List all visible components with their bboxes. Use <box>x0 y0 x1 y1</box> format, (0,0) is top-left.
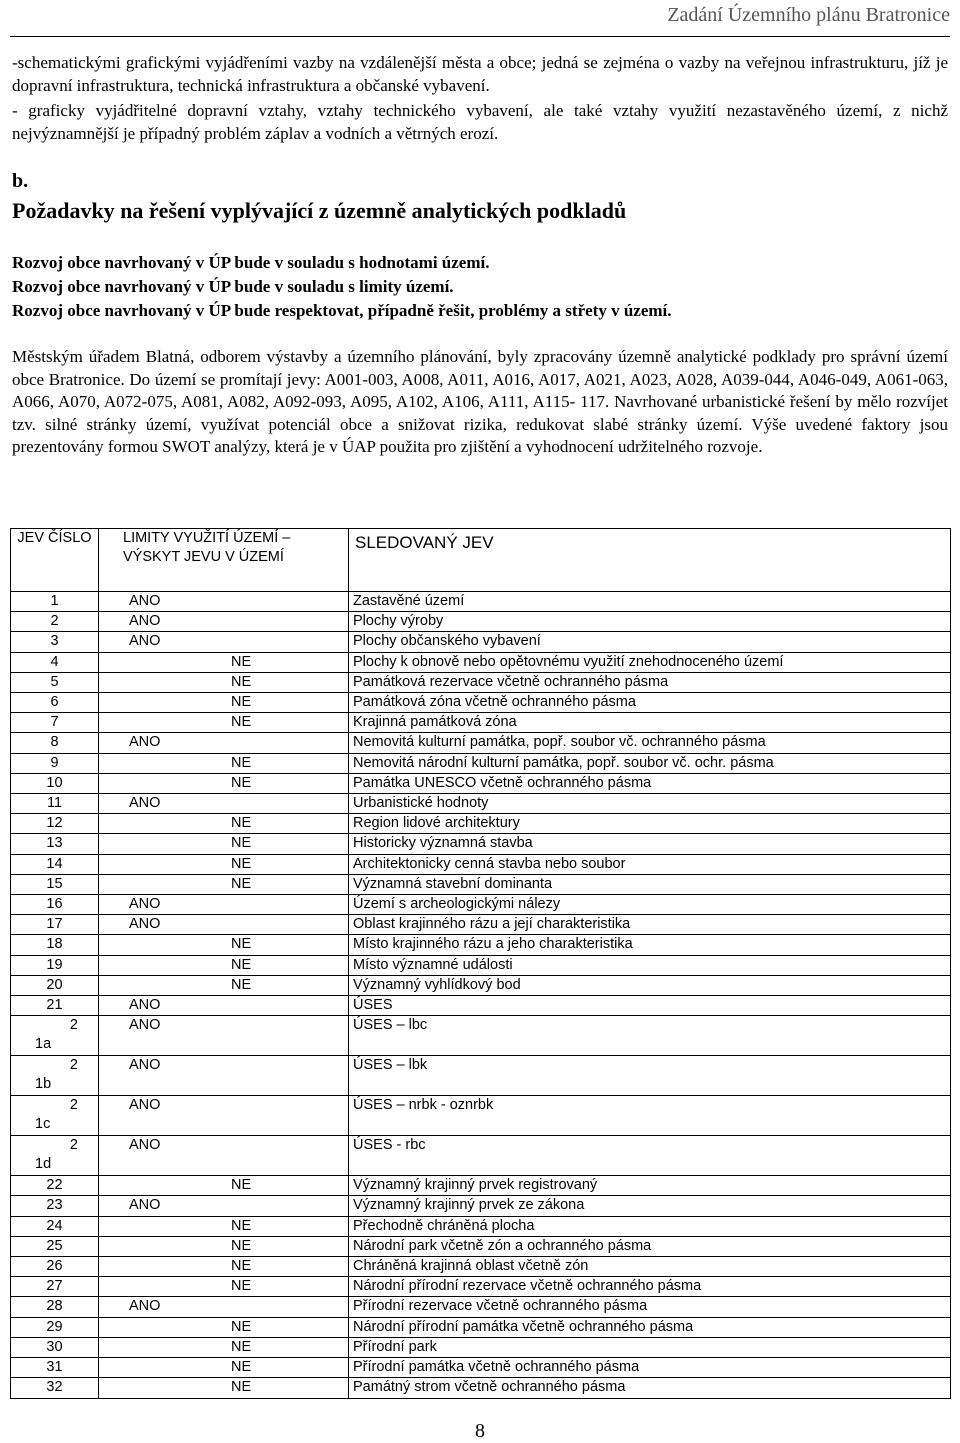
phenomenon-number-part: 2 <box>69 1057 78 1074</box>
phenomenon-name: Přírodní památka včetně ochranného pásma <box>349 1358 951 1378</box>
phenomenon-name: ÚSES - rbc <box>349 1136 951 1176</box>
table-row <box>11 652 951 672</box>
phenomenon-name: Místo významné události <box>349 955 951 975</box>
table-row <box>11 1016 951 1056</box>
phenomenon-number: 23 <box>11 1196 99 1216</box>
intro-paragraph-2: - graficky vyjádřitelné dopravní vztahy, vztahy technického vybavení, ale také vztahy využití nezastavěného území, z nichž nejvýznamnější je případný problém záplav a vodních a větrných erozí. <box>12 101 948 143</box>
section-heading: Požadavky na řešení vyplývající z územně analytických podkladů <box>12 198 627 223</box>
limit-usage-cell: NE <box>99 1277 349 1297</box>
phenomenon-number: 26 <box>11 1257 99 1277</box>
phenomenon-number: 18 <box>11 935 99 955</box>
limit-usage-cell: NE <box>99 1216 349 1236</box>
phenomenon-number: 31 <box>11 1358 99 1378</box>
limit-usage-cell: NE <box>99 834 349 854</box>
table-row <box>11 1317 951 1337</box>
table-row <box>11 1096 951 1136</box>
phenomenon-name: Chráněná krajinná oblast včetně zón <box>349 1257 951 1277</box>
phenomenon-number: 7 <box>11 713 99 733</box>
table-header-row <box>11 529 951 592</box>
table-row <box>11 1297 951 1317</box>
phenomenon-number: 29 <box>11 1317 99 1337</box>
phenomenon-name: Krajinná památková zóna <box>349 713 951 733</box>
phenomenon-name: Přírodní park <box>349 1337 951 1357</box>
phenomenon-number: 4 <box>11 652 99 672</box>
table-row <box>11 854 951 874</box>
limit-usage-cell: NE <box>99 814 349 834</box>
phenomenon-number: 30 <box>11 1337 99 1357</box>
phenomenon-name: Zastavěné území <box>349 592 951 612</box>
phenomenon-number-part: 2 <box>69 1097 78 1114</box>
table-row <box>11 996 951 1016</box>
phenomenon-name: ÚSES – lbk <box>349 1056 951 1096</box>
phenomenon-number: 16 <box>11 895 99 915</box>
limit-usage-cell: NE <box>99 1317 349 1337</box>
table-row <box>11 1176 951 1196</box>
phenomenon-name: Přírodní rezervace včetně ochranného pásma <box>349 1297 951 1317</box>
phenomenon-number: 13 <box>11 834 99 854</box>
phenomenon-name: Území s archeologickými nálezy <box>349 895 951 915</box>
phenomenon-number: 12 <box>11 814 99 834</box>
phenomenon-name: Historicky významná stavba <box>349 834 951 854</box>
table-row <box>11 753 951 773</box>
phenomenon-name: Památková zóna včetně ochranného pásma <box>349 693 951 713</box>
phenomenon-number: 24 <box>11 1216 99 1236</box>
table-row <box>11 1216 951 1236</box>
table-row <box>11 1257 951 1277</box>
limit-usage-cell: NE <box>99 1257 349 1277</box>
phenomenon-name: Plochy občanského vybavení <box>349 632 951 652</box>
page-header: Zadání Územního plánu Bratronice <box>667 4 950 26</box>
table-row <box>11 632 951 652</box>
limit-usage-cell: NE <box>99 773 349 793</box>
limit-usage-cell: ANO <box>99 1297 349 1317</box>
limit-usage-cell: NE <box>99 753 349 773</box>
phenomenon-number: 3 <box>11 632 99 652</box>
phenomenon-number: 11 <box>11 794 99 814</box>
limit-usage-cell: ANO <box>99 1056 349 1096</box>
phenomenon-name: Přechodně chráněná plocha <box>349 1216 951 1236</box>
phenomenon-number: 27 <box>11 1277 99 1297</box>
table-row <box>11 693 951 713</box>
limit-usage-cell: ANO <box>99 612 349 632</box>
phenomenon-number: 9 <box>11 753 99 773</box>
phenomena-table <box>10 528 951 1399</box>
limit-usage-cell: NE <box>99 1378 349 1398</box>
phenomenon-number-suffix: 1b <box>35 1076 52 1093</box>
header-divider <box>10 36 950 37</box>
phenomenon-number: 25 <box>11 1236 99 1256</box>
phenomenon-number-suffix: 1c <box>35 1116 51 1133</box>
phenomenon-name: Památka UNESCO včetně ochranného pásma <box>349 773 951 793</box>
limit-usage-cell: ANO <box>99 733 349 753</box>
limit-usage-cell: NE <box>99 1176 349 1196</box>
table-row <box>11 713 951 733</box>
section-letter: b. <box>12 170 29 192</box>
table-row <box>11 955 951 975</box>
phenomenon-name: Významný vyhlídkový bod <box>349 975 951 995</box>
table-row <box>11 874 951 894</box>
phenomenon-number: 28 <box>11 1297 99 1317</box>
phenomenon-number: 14 <box>11 854 99 874</box>
requirement-line: Rozvoj obce navrhovaný v ÚP bude v souladu s limity území. <box>12 277 454 296</box>
limit-usage-cell: NE <box>99 955 349 975</box>
phenomenon-name: Architektonicky cenná stavba nebo soubor <box>349 854 951 874</box>
table-row <box>11 975 951 995</box>
limit-usage-cell: NE <box>99 975 349 995</box>
table-row <box>11 915 951 935</box>
phenomenon-name: Nemovitá národní kulturní památka, popř. soubor vč. ochr. pásma <box>349 753 951 773</box>
phenomenon-name: Plochy výroby <box>349 612 951 632</box>
phenomenon-name: ÚSES – nrbk - oznrbk <box>349 1096 951 1136</box>
limit-usage-cell: NE <box>99 1358 349 1378</box>
phenomenon-name: Oblast krajinného rázu a její charakteristika <box>349 915 951 935</box>
limit-usage-cell: NE <box>99 652 349 672</box>
phenomenon-name: Region lidové architektury <box>349 814 951 834</box>
phenomenon-number: 19 <box>11 955 99 975</box>
phenomenon-name: Národní přírodní rezervace včetně ochranného pásma <box>349 1277 951 1297</box>
table-row <box>11 773 951 793</box>
phenomenon-name: Plochy k obnově nebo opětovnému využití znehodnoceného území <box>349 652 951 672</box>
table-row <box>11 1277 951 1297</box>
limit-usage-cell: NE <box>99 672 349 692</box>
header-phenomenon-number: JEV ČÍSLO <box>11 529 99 592</box>
limit-usage-cell: ANO <box>99 1096 349 1136</box>
phenomenon-number: 8 <box>11 733 99 753</box>
table-row <box>11 1056 951 1096</box>
phenomenon-number-suffix: 1d <box>35 1156 52 1173</box>
limit-usage-cell: ANO <box>99 895 349 915</box>
limit-usage-cell: NE <box>99 874 349 894</box>
table-row <box>11 895 951 915</box>
phenomenon-name: Památková rezervace včetně ochranného pásma <box>349 672 951 692</box>
table-row <box>11 733 951 753</box>
limit-usage-cell: NE <box>99 854 349 874</box>
limit-usage-cell: NE <box>99 713 349 733</box>
limit-usage-cell: ANO <box>99 1016 349 1056</box>
limit-usage-cell: NE <box>99 1236 349 1256</box>
page-number: 8 <box>475 1420 485 1442</box>
analysis-paragraph: Městským úřadem Blatná, odborem výstavby a územního plánování, byly zpracovány územně analytické podklady pro správní území obce Bratronice. Do území se promítají jevy: A001-003, A008, A011, A016, A017, A021, A023, A028, A039-044, A046-049, A061-063, A066, A070, A072-075, A081, A082, A092-093, A095, A102, A106, A111, A115- 117. Navrhované urbanistické řešení by mělo rozvíjet tzv. silné stránky území, využívat potenciál obce a snižovat rizika, redukovat slabé stránky území. Výše uvedené faktory jsou prezentovány formou SWOT analýzy, která je v ÚAP použita pro zjištění a vyhodnocení udržitelného rozvoje. <box>12 347 948 456</box>
header-limits-usage: LIMITY VYUŽITÍ ÚZEMÍ – VÝSKYT JEVU V ÚZEMÍ <box>99 529 349 592</box>
intro-paragraph-1: -schematickými grafickými vyjádřeními vazby na vzdálenější města a obce; jedná se zejména o vazby na veřejnou infrastrukturu, jíž je dopravní infrastruktura, technická infrastruktura a občanské vybavení. <box>12 53 948 95</box>
limit-usage-cell: NE <box>99 1337 349 1357</box>
phenomenon-number <box>11 1016 99 1056</box>
limit-usage-cell: ANO <box>99 592 349 612</box>
table-row <box>11 1358 951 1378</box>
phenomenon-number <box>11 1136 99 1176</box>
table-row <box>11 834 951 854</box>
phenomenon-number-part: 2 <box>69 1017 78 1034</box>
table-row <box>11 1236 951 1256</box>
phenomenon-name: Významný krajinný prvek registrovaný <box>349 1176 951 1196</box>
phenomenon-number: 2 <box>11 612 99 632</box>
phenomenon-name: Urbanistické hodnoty <box>349 794 951 814</box>
phenomenon-name: Nemovitá kulturní památka, popř. soubor vč. ochranného pásma <box>349 733 951 753</box>
header-tracked-phenomenon: SLEDOVANÝ JEV <box>349 529 951 592</box>
phenomenon-number: 21 <box>11 996 99 1016</box>
limit-usage-cell: NE <box>99 935 349 955</box>
phenomenon-name: ÚSES – lbc <box>349 1016 951 1056</box>
phenomenon-number: 32 <box>11 1378 99 1398</box>
phenomenon-name: Národní přírodní památka včetně ochranného pásma <box>349 1317 951 1337</box>
table-row <box>11 1337 951 1357</box>
limit-usage-cell: NE <box>99 693 349 713</box>
table-row <box>11 1196 951 1216</box>
requirement-line: Rozvoj obce navrhovaný v ÚP bude respektovat, případně řešit, problémy a střety v území. <box>12 301 672 320</box>
phenomenon-number: 10 <box>11 773 99 793</box>
phenomenon-name: Památný strom včetně ochranného pásma <box>349 1378 951 1398</box>
phenomenon-number: 15 <box>11 874 99 894</box>
table-row <box>11 1136 951 1176</box>
requirement-line: Rozvoj obce navrhovaný v ÚP bude v souladu s hodnotami území. <box>12 253 490 272</box>
table-row <box>11 612 951 632</box>
table-row <box>11 794 951 814</box>
phenomenon-number: 5 <box>11 672 99 692</box>
limit-usage-cell: ANO <box>99 632 349 652</box>
phenomenon-name: Místo krajinného rázu a jeho charakteristika <box>349 935 951 955</box>
phenomenon-number-part: 2 <box>69 1137 78 1154</box>
phenomenon-name: Významný krajinný prvek ze zákona <box>349 1196 951 1216</box>
table-row <box>11 672 951 692</box>
phenomenon-name: Národní park včetně zón a ochranného pásma <box>349 1236 951 1256</box>
limit-usage-cell: ANO <box>99 794 349 814</box>
table-row <box>11 592 951 612</box>
table-row <box>11 814 951 834</box>
phenomenon-number: 1 <box>11 592 99 612</box>
table-row <box>11 1378 951 1398</box>
phenomenon-number: 17 <box>11 915 99 935</box>
phenomenon-number <box>11 1056 99 1096</box>
phenomenon-name: ÚSES <box>349 996 951 1016</box>
phenomenon-number-suffix: 1a <box>35 1036 52 1053</box>
phenomenon-number: 6 <box>11 693 99 713</box>
limit-usage-cell: ANO <box>99 996 349 1016</box>
limit-usage-cell: ANO <box>99 1136 349 1176</box>
phenomenon-number: 22 <box>11 1176 99 1196</box>
phenomenon-number: 20 <box>11 975 99 995</box>
table-row <box>11 935 951 955</box>
limit-usage-cell: ANO <box>99 1196 349 1216</box>
phenomenon-number <box>11 1096 99 1136</box>
phenomenon-name: Významná stavební dominanta <box>349 874 951 894</box>
limit-usage-cell: ANO <box>99 915 349 935</box>
